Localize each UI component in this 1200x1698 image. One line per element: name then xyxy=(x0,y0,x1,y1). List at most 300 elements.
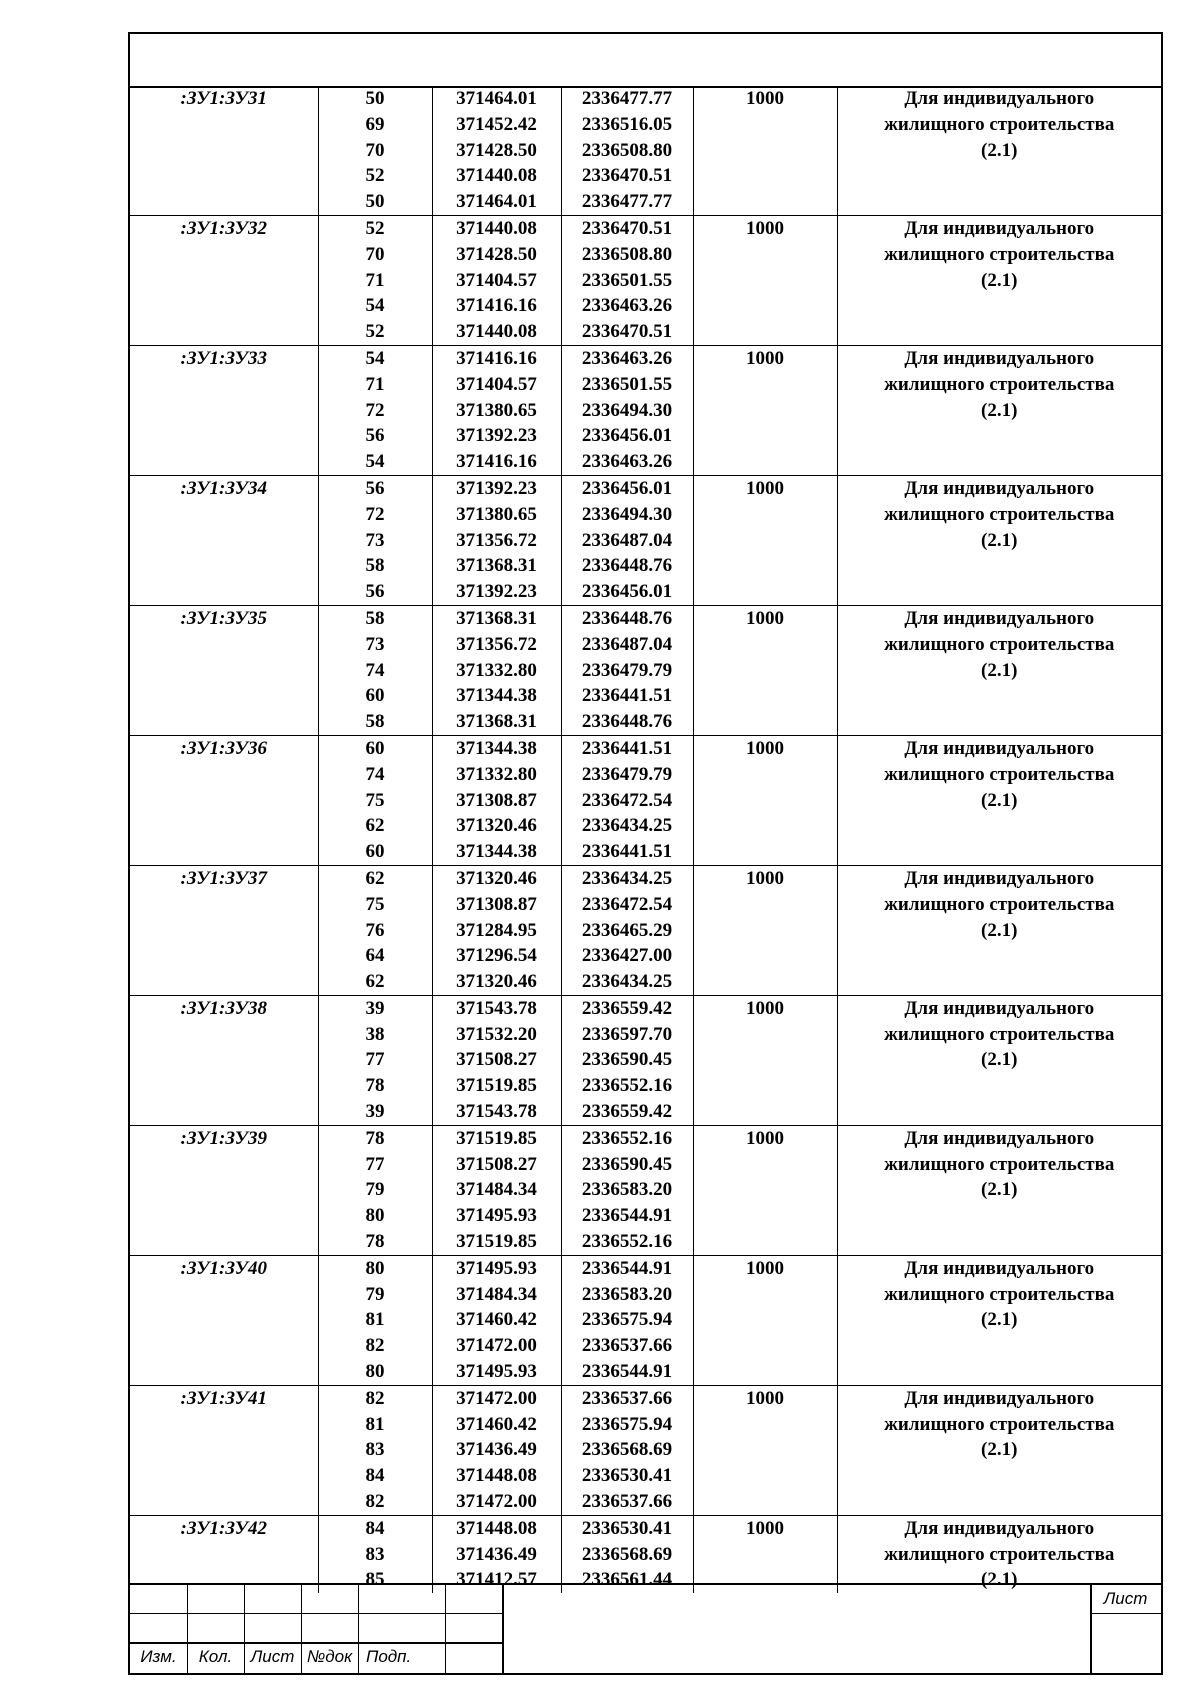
x-coordinate: 371332.80 xyxy=(456,659,537,681)
x-coordinate: 371452.42 xyxy=(456,113,537,135)
x-coordinate: 371440.08 xyxy=(456,321,537,343)
point-number: 84 xyxy=(365,1517,385,1539)
parcel-id-cell xyxy=(130,1125,318,1255)
stamp-divider xyxy=(445,1585,446,1673)
x-coordinate: 371308.87 xyxy=(456,893,537,915)
x-coordinate: 371320.46 xyxy=(456,867,537,889)
y-coordinate: 2336477.77 xyxy=(581,191,673,213)
y-coordinate: 2336434.25 xyxy=(581,971,673,993)
stamp-row-line xyxy=(130,1613,502,1614)
x-coordinate-cell xyxy=(432,1255,561,1385)
y-coordinate: 2336448.76 xyxy=(581,555,673,577)
y-coordinate: 2336575.94 xyxy=(581,1413,673,1435)
y-coordinate: 2336472.54 xyxy=(581,893,673,915)
y-coordinate: 2336463.26 xyxy=(581,451,673,473)
land-use-text: Для индивидуального xyxy=(904,1517,1095,1539)
y-coordinate: 2336472.54 xyxy=(581,789,673,811)
area-cell xyxy=(693,475,837,605)
x-coordinate-cell xyxy=(432,215,561,345)
y-coordinate: 2336568.69 xyxy=(581,1439,673,1461)
table-row xyxy=(130,215,1161,345)
point-number: 73 xyxy=(365,633,385,655)
y-coordinate-cell xyxy=(561,1385,693,1515)
land-use-cell xyxy=(837,475,1161,605)
y-coordinate: 2336501.55 xyxy=(581,269,673,291)
x-coordinate: 371344.38 xyxy=(456,737,537,759)
area-value: 1000 xyxy=(746,88,784,109)
point-number: 62 xyxy=(365,815,385,837)
point-number: 81 xyxy=(365,1309,385,1331)
land-use-text: (2.1) xyxy=(981,529,1018,551)
area-value: 1000 xyxy=(746,1387,784,1409)
land-use-text: Для индивидуального xyxy=(904,867,1095,889)
x-coordinate-cell xyxy=(432,735,561,865)
parcel-id-cell xyxy=(130,865,318,995)
point-number: 56 xyxy=(365,581,385,603)
x-coordinate: 371356.72 xyxy=(456,633,537,655)
point-number-cell xyxy=(318,86,432,215)
parcel-id-cell xyxy=(130,1515,318,1593)
parcel-id: :ЗУ1:ЗУ38 xyxy=(180,997,267,1019)
point-number: 77 xyxy=(365,1049,385,1071)
point-number: 85 xyxy=(365,1569,385,1591)
point-number-cell xyxy=(318,865,432,995)
parcel-id: :ЗУ1:ЗУ32 xyxy=(180,217,267,239)
parcel-id-cell xyxy=(130,86,318,215)
y-coordinate: 2336516.05 xyxy=(581,113,673,135)
y-coordinate: 2336441.51 xyxy=(581,737,673,759)
x-coordinate: 371464.01 xyxy=(456,191,537,213)
y-coordinate: 2336470.51 xyxy=(581,217,673,239)
land-use-cell xyxy=(837,865,1161,995)
y-coordinate: 2336470.51 xyxy=(581,321,673,343)
y-coordinate-cell xyxy=(561,865,693,995)
point-number: 60 xyxy=(365,685,385,707)
x-coordinate-cell xyxy=(432,345,561,475)
y-coordinate: 2336583.20 xyxy=(581,1179,673,1201)
parcel-id: :ЗУ1:ЗУ35 xyxy=(180,607,267,629)
land-use-text: Для индивидуального xyxy=(904,607,1095,629)
land-use-text: (2.1) xyxy=(981,269,1018,291)
point-number: 39 xyxy=(365,1101,385,1123)
point-number: 54 xyxy=(365,451,385,473)
x-coordinate-cell xyxy=(432,865,561,995)
point-number: 52 xyxy=(365,217,385,239)
x-coordinate: 371412.57 xyxy=(456,1569,537,1591)
point-number-cell xyxy=(318,1125,432,1255)
land-use-cell xyxy=(837,1255,1161,1385)
x-coordinate: 371368.31 xyxy=(456,711,537,733)
point-number: 78 xyxy=(365,1127,385,1149)
area-cell xyxy=(693,215,837,345)
y-coordinate: 2336590.45 xyxy=(581,1153,673,1175)
area-value: 1000 xyxy=(746,997,784,1019)
x-coordinate: 371495.93 xyxy=(456,1361,537,1383)
document-sheet xyxy=(128,32,1163,1675)
land-use-text: (2.1) xyxy=(981,399,1018,421)
point-number: 83 xyxy=(365,1543,385,1565)
x-coordinate: 371392.23 xyxy=(456,581,537,603)
land-use-cell xyxy=(837,215,1161,345)
point-number: 58 xyxy=(365,607,385,629)
land-use-cell xyxy=(837,995,1161,1125)
area-cell xyxy=(693,345,837,475)
land-use-text: Для индивидуального xyxy=(904,88,1095,109)
x-coordinate: 371380.65 xyxy=(456,399,537,421)
land-use-text: жилищного строительства xyxy=(884,1543,1115,1565)
point-number-cell xyxy=(318,1385,432,1515)
land-use-text: (2.1) xyxy=(981,1439,1018,1461)
point-number: 84 xyxy=(365,1465,385,1487)
land-use-text: жилищного строительства xyxy=(884,763,1115,785)
y-coordinate: 2336465.29 xyxy=(581,919,673,941)
area-cell xyxy=(693,1385,837,1515)
point-number: 70 xyxy=(365,243,385,265)
area-value: 1000 xyxy=(746,1517,784,1539)
x-coordinate: 371472.00 xyxy=(456,1491,537,1513)
land-use-text: Для индивидуального xyxy=(904,737,1095,759)
area-value: 1000 xyxy=(746,477,784,499)
land-use-text: (2.1) xyxy=(981,919,1018,941)
y-coordinate: 2336470.51 xyxy=(581,165,673,187)
point-number: 79 xyxy=(365,1283,385,1305)
parcel-id-cell xyxy=(130,735,318,865)
title-block xyxy=(130,1583,1161,1673)
x-coordinate: 371460.42 xyxy=(456,1413,537,1435)
point-number-cell xyxy=(318,735,432,865)
y-coordinate: 2336456.01 xyxy=(581,477,673,499)
point-number: 76 xyxy=(365,919,385,941)
land-use-cell xyxy=(837,605,1161,735)
y-coordinate: 2336552.16 xyxy=(581,1075,673,1097)
area-value: 1000 xyxy=(746,347,784,369)
coordinates-table xyxy=(130,86,1161,1593)
point-number: 39 xyxy=(365,997,385,1019)
area-cell xyxy=(693,735,837,865)
x-coordinate-cell xyxy=(432,1385,561,1515)
land-use-text: Для индивидуального xyxy=(904,477,1095,499)
table-row xyxy=(130,1255,1161,1385)
y-coordinate: 2336487.04 xyxy=(581,529,673,551)
x-coordinate: 371484.34 xyxy=(456,1179,537,1201)
x-coordinate: 371543.78 xyxy=(456,1101,537,1123)
x-coordinate: 371519.85 xyxy=(456,1231,537,1253)
x-coordinate: 371368.31 xyxy=(456,555,537,577)
parcel-id-cell xyxy=(130,215,318,345)
area-cell xyxy=(693,1125,837,1255)
point-number: 72 xyxy=(365,503,385,525)
parcel-id: :ЗУ1:ЗУ34 xyxy=(180,477,267,499)
land-use-text: Для индивидуального xyxy=(904,1127,1095,1149)
point-number: 82 xyxy=(365,1491,385,1513)
land-use-cell xyxy=(837,735,1161,865)
land-use-cell xyxy=(837,345,1161,475)
x-coordinate: 371344.38 xyxy=(456,841,537,863)
x-coordinate: 371356.72 xyxy=(456,529,537,551)
land-use-text: жилищного строительства xyxy=(884,1283,1115,1305)
land-use-cell xyxy=(837,86,1161,215)
x-coordinate: 371428.50 xyxy=(456,243,537,265)
point-number: 71 xyxy=(365,269,385,291)
parcel-id-cell xyxy=(130,605,318,735)
y-coordinate: 2336434.25 xyxy=(581,815,673,837)
table-row xyxy=(130,475,1161,605)
y-coordinate-cell xyxy=(561,1515,693,1593)
x-coordinate-cell xyxy=(432,86,561,215)
point-number: 75 xyxy=(365,789,385,811)
parcel-id-cell xyxy=(130,475,318,605)
x-coordinate-cell xyxy=(432,1125,561,1255)
y-coordinate: 2336477.77 xyxy=(581,88,673,109)
y-coordinate: 2336530.41 xyxy=(581,1517,673,1539)
point-number: 77 xyxy=(365,1153,385,1175)
parcel-id: :ЗУ1:ЗУ36 xyxy=(180,737,267,759)
x-coordinate: 371519.85 xyxy=(456,1127,537,1149)
point-number: 52 xyxy=(365,165,385,187)
land-use-text: Для индивидуального xyxy=(904,347,1095,369)
point-number: 74 xyxy=(365,763,385,785)
area-value: 1000 xyxy=(746,607,784,629)
point-number: 83 xyxy=(365,1439,385,1461)
x-coordinate: 371448.08 xyxy=(456,1517,537,1539)
y-coordinate: 2336479.79 xyxy=(581,659,673,681)
point-number: 79 xyxy=(365,1179,385,1201)
area-cell xyxy=(693,86,837,215)
area-cell xyxy=(693,1515,837,1593)
parcel-id-cell xyxy=(130,1385,318,1515)
area-value: 1000 xyxy=(746,1127,784,1149)
y-coordinate: 2336590.45 xyxy=(581,1049,673,1071)
point-number-cell xyxy=(318,345,432,475)
y-coordinate: 2336479.79 xyxy=(581,763,673,785)
point-number: 71 xyxy=(365,373,385,395)
x-coordinate-cell xyxy=(432,995,561,1125)
y-coordinate-cell xyxy=(561,1255,693,1385)
x-coordinate: 371320.46 xyxy=(456,815,537,837)
table-row xyxy=(130,86,1161,215)
x-coordinate: 371404.57 xyxy=(456,373,537,395)
point-number: 81 xyxy=(365,1413,385,1435)
land-use-text: жилищного строительства xyxy=(884,893,1115,915)
y-coordinate: 2336552.16 xyxy=(581,1127,673,1149)
x-coordinate-cell xyxy=(432,605,561,735)
x-coordinate: 371436.49 xyxy=(456,1543,537,1565)
stamp-divider xyxy=(502,1585,504,1673)
y-coordinate: 2336583.20 xyxy=(581,1283,673,1305)
stamp-podp-label: Подп. xyxy=(366,1647,412,1666)
point-number: 50 xyxy=(365,88,385,109)
point-number: 38 xyxy=(365,1023,385,1045)
x-coordinate-cell xyxy=(432,1515,561,1593)
y-coordinate: 2336448.76 xyxy=(581,711,673,733)
point-number: 62 xyxy=(365,971,385,993)
x-coordinate: 371428.50 xyxy=(456,139,537,161)
x-coordinate: 371320.46 xyxy=(456,971,537,993)
point-number: 74 xyxy=(365,659,385,681)
y-coordinate: 2336575.94 xyxy=(581,1309,673,1331)
y-coordinate: 2336559.42 xyxy=(581,997,673,1019)
y-coordinate: 2336508.80 xyxy=(581,139,673,161)
point-number: 80 xyxy=(365,1205,385,1227)
x-coordinate: 371416.16 xyxy=(456,295,537,317)
parcel-id: :ЗУ1:ЗУ39 xyxy=(180,1127,267,1149)
point-number-cell xyxy=(318,475,432,605)
land-use-text: (2.1) xyxy=(981,1309,1018,1331)
parcel-id-cell xyxy=(130,345,318,475)
stamp-kol-label: Кол. xyxy=(198,1647,233,1666)
point-number: 58 xyxy=(365,711,385,733)
x-coordinate: 371436.49 xyxy=(456,1439,537,1461)
table-row xyxy=(130,735,1161,865)
land-use-text: жилищного строительства xyxy=(884,373,1115,395)
y-coordinate: 2336508.80 xyxy=(581,243,673,265)
y-coordinate: 2336537.66 xyxy=(581,1387,673,1409)
y-coordinate: 2336552.16 xyxy=(581,1231,673,1253)
point-number: 50 xyxy=(365,191,385,213)
x-coordinate: 371464.01 xyxy=(456,88,537,109)
y-coordinate: 2336456.01 xyxy=(581,581,673,603)
x-coordinate: 371484.34 xyxy=(456,1283,537,1305)
land-use-text: Для индивидуального xyxy=(904,1257,1095,1279)
point-number-cell xyxy=(318,1255,432,1385)
y-coordinate-cell xyxy=(561,605,693,735)
x-coordinate: 371308.87 xyxy=(456,789,537,811)
land-use-text: (2.1) xyxy=(981,659,1018,681)
y-coordinate: 2336537.66 xyxy=(581,1335,673,1357)
point-number: 52 xyxy=(365,321,385,343)
x-coordinate: 371284.95 xyxy=(456,919,537,941)
land-use-text: Для индивидуального xyxy=(904,217,1095,239)
area-value: 1000 xyxy=(746,1257,784,1279)
x-coordinate: 371532.20 xyxy=(456,1023,537,1045)
x-coordinate: 371440.08 xyxy=(456,217,537,239)
point-number: 54 xyxy=(365,347,385,369)
x-coordinate: 371404.57 xyxy=(456,269,537,291)
point-number: 60 xyxy=(365,737,385,759)
table-row xyxy=(130,1385,1161,1515)
parcel-id-cell xyxy=(130,1255,318,1385)
point-number: 78 xyxy=(365,1231,385,1253)
x-coordinate: 371519.85 xyxy=(456,1075,537,1097)
y-coordinate: 2336597.70 xyxy=(581,1023,673,1045)
y-coordinate: 2336463.26 xyxy=(581,347,673,369)
x-coordinate: 371495.93 xyxy=(456,1205,537,1227)
table-row xyxy=(130,1125,1161,1255)
parcel-id: :ЗУ1:ЗУ41 xyxy=(180,1387,267,1409)
point-number: 58 xyxy=(365,555,385,577)
table-row xyxy=(130,1515,1161,1593)
land-use-text: (2.1) xyxy=(981,789,1018,811)
area-cell xyxy=(693,995,837,1125)
point-number-cell xyxy=(318,995,432,1125)
y-coordinate: 2336456.01 xyxy=(581,425,673,447)
y-coordinate-cell xyxy=(561,735,693,865)
land-use-text: (2.1) xyxy=(981,1049,1018,1071)
point-number: 56 xyxy=(365,425,385,447)
parcel-id: :ЗУ1:ЗУ42 xyxy=(180,1517,267,1539)
area-value: 1000 xyxy=(746,217,784,239)
parcel-id: :ЗУ1:ЗУ31 xyxy=(180,88,267,109)
land-use-text: Для индивидуального xyxy=(904,1387,1095,1409)
x-coordinate: 371368.31 xyxy=(456,607,537,629)
point-number: 82 xyxy=(365,1335,385,1357)
area-value: 1000 xyxy=(746,867,784,889)
table-row xyxy=(130,865,1161,995)
point-number: 62 xyxy=(365,867,385,889)
land-use-text: жилищного строительства xyxy=(884,1413,1115,1435)
stamp-row-line xyxy=(1090,1613,1161,1614)
point-number-cell xyxy=(318,215,432,345)
land-use-text: жилищного строительства xyxy=(884,113,1115,135)
y-coordinate-cell xyxy=(561,475,693,605)
y-coordinate-cell xyxy=(561,345,693,475)
y-coordinate: 2336494.30 xyxy=(581,399,673,421)
y-coordinate: 2336487.04 xyxy=(581,633,673,655)
x-coordinate: 371460.42 xyxy=(456,1309,537,1331)
parcel-id: :ЗУ1:ЗУ37 xyxy=(180,867,267,889)
x-coordinate: 371392.23 xyxy=(456,425,537,447)
y-coordinate: 2336441.51 xyxy=(581,841,673,863)
land-use-cell xyxy=(837,1125,1161,1255)
x-coordinate: 371296.54 xyxy=(456,945,537,967)
land-use-text: (2.1) xyxy=(981,139,1018,161)
y-coordinate: 2336463.26 xyxy=(581,295,673,317)
table-row xyxy=(130,995,1161,1125)
header-band xyxy=(130,34,1161,88)
y-coordinate: 2336501.55 xyxy=(581,373,673,395)
x-coordinate: 371508.27 xyxy=(456,1049,537,1071)
y-coordinate-cell xyxy=(561,1125,693,1255)
point-number: 54 xyxy=(365,295,385,317)
x-coordinate: 371440.08 xyxy=(456,165,537,187)
land-use-text: (2.1) xyxy=(981,1569,1018,1591)
y-coordinate: 2336448.76 xyxy=(581,607,673,629)
point-number: 60 xyxy=(365,841,385,863)
land-use-cell xyxy=(837,1515,1161,1593)
point-number: 78 xyxy=(365,1075,385,1097)
x-coordinate: 371543.78 xyxy=(456,997,537,1019)
x-coordinate-cell xyxy=(432,475,561,605)
point-number: 73 xyxy=(365,529,385,551)
area-cell xyxy=(693,605,837,735)
land-use-text: жилищного строительства xyxy=(884,633,1115,655)
land-use-text: (2.1) xyxy=(981,1179,1018,1201)
point-number: 56 xyxy=(365,477,385,499)
stamp-sheet-label: Лист xyxy=(1103,1589,1148,1608)
y-coordinate: 2336427.00 xyxy=(581,945,673,967)
point-number: 69 xyxy=(365,113,385,135)
x-coordinate: 371380.65 xyxy=(456,503,537,525)
y-coordinate: 2336537.66 xyxy=(581,1491,673,1513)
x-coordinate: 371344.38 xyxy=(456,685,537,707)
y-coordinate: 2336441.51 xyxy=(581,685,673,707)
parcel-id-cell xyxy=(130,995,318,1125)
x-coordinate: 371508.27 xyxy=(456,1153,537,1175)
land-use-text: жилищного строительства xyxy=(884,1153,1115,1175)
area-value: 1000 xyxy=(746,737,784,759)
x-coordinate: 371472.00 xyxy=(456,1335,537,1357)
y-coordinate: 2336561.44 xyxy=(581,1569,673,1591)
y-coordinate: 2336568.69 xyxy=(581,1543,673,1565)
point-number: 80 xyxy=(365,1361,385,1383)
y-coordinate-cell xyxy=(561,86,693,215)
y-coordinate: 2336544.91 xyxy=(581,1361,673,1383)
x-coordinate: 371392.23 xyxy=(456,477,537,499)
x-coordinate: 371416.16 xyxy=(456,451,537,473)
x-coordinate: 371495.93 xyxy=(456,1257,537,1279)
land-use-text: Для индивидуального xyxy=(904,997,1095,1019)
parcel-id: :ЗУ1:ЗУ33 xyxy=(180,347,267,369)
